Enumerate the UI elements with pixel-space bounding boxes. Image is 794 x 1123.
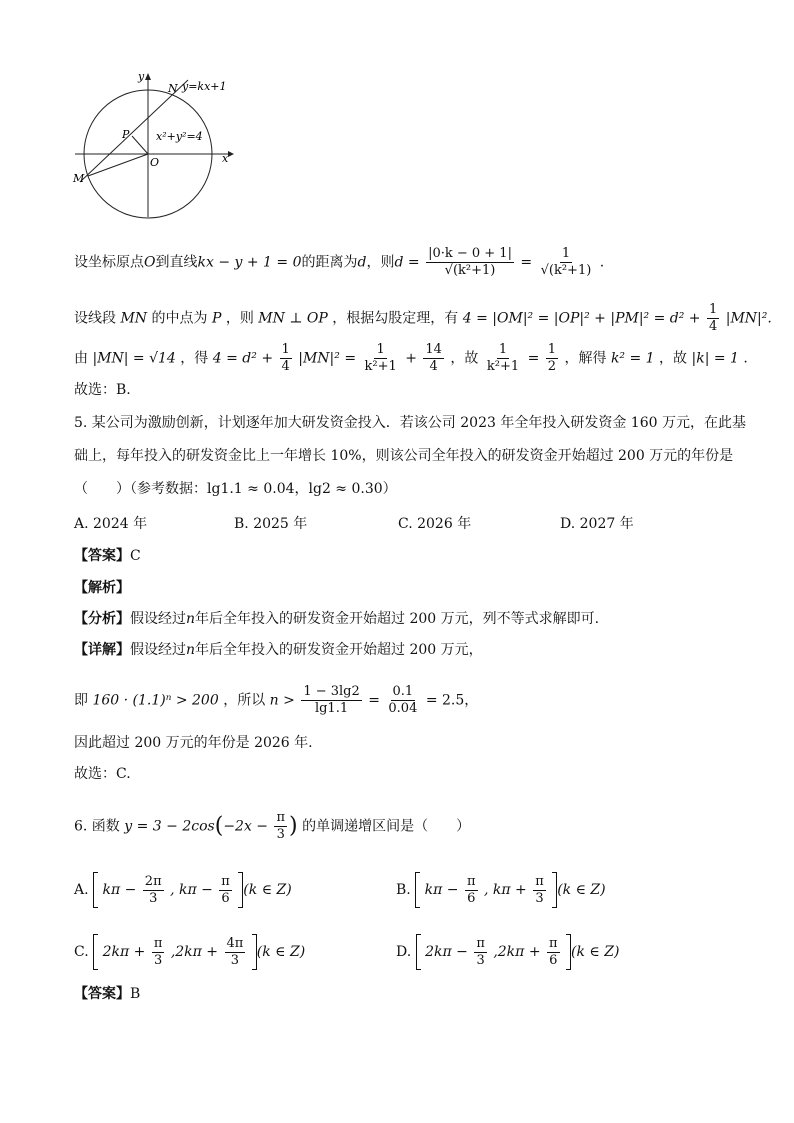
q6-option-c: C. 2kπ + $\frac{\pi}{3}$ ,2kπ + $\frac{4\pi}{3}$ (k ∈ Z) (74, 934, 305, 970)
q5-line3: （ ）（参考数据：lg1.1 ≈ 0.04，lg2 ≈ 0.30） (74, 481, 397, 497)
q6-option-a: A. kπ − $\frac{2\pi}{3}$ , kπ − $\frac{\pi}{6}$ (k ∈ Z) (74, 872, 292, 908)
math: −2x − (223, 818, 269, 835)
q5-line1: 5. 某公司为激励创新，计划逐年加大研发资金投入．若该公司 2023 年全年投入研发资金 160 万元，在此基 (74, 415, 746, 431)
math: n > (269, 692, 295, 709)
math: P (211, 310, 222, 327)
y-label: y (138, 70, 145, 83)
paren-left: ( (214, 813, 224, 839)
q6-answer (74, 984, 140, 1004)
math: MN (120, 310, 148, 327)
text: 设线段 (74, 310, 116, 327)
text: ，则 (225, 310, 254, 327)
q5-analysis-tag: 【解析】 (74, 580, 130, 596)
math: n (186, 642, 196, 658)
math: y = 3 − 2cos (124, 818, 215, 835)
math: 4 = |OM|² = |OP|² + |PM|² = d² + (462, 310, 701, 327)
math: + (405, 350, 417, 367)
math: k² = 1 (610, 350, 655, 367)
fenxi-tag: 【分析】 (74, 611, 130, 627)
y-axis-arrow (145, 73, 151, 80)
math: O (144, 254, 156, 271)
math: 160 · (1.1)ⁿ > 200 (92, 692, 219, 709)
math: = (520, 254, 533, 271)
fraction: $\frac{1}{4}$ (709, 302, 718, 334)
q6-option-d: D. 2kπ − $\frac{\pi}{3}$ ,2kπ + $\frac{\pi}{6}$ (k ∈ Z) (396, 934, 619, 970)
origin-label: O (150, 156, 160, 169)
circle-line-figure (70, 70, 245, 220)
q6-stem (74, 810, 470, 843)
point-p-label: P (122, 128, 130, 141)
text: 假设经过 (130, 642, 186, 658)
fraction: $\frac{1 - 3\lg 2}{\lg 1.1}$ (303, 684, 360, 716)
math: n (186, 611, 196, 627)
solve-k-line (74, 342, 748, 375)
bracket-left (93, 934, 98, 970)
fraction: $\frac{\pi}{3}$ (276, 810, 286, 842)
segment-op (132, 136, 148, 154)
math: MN ⊥ OP (258, 310, 328, 327)
paren-right: ) (289, 813, 298, 839)
text: 的单调递增区间是（ ） (302, 818, 471, 835)
text: ，故 (659, 350, 688, 367)
answer-q4: 故选：B. (74, 382, 131, 398)
text: ，解得 (564, 350, 607, 367)
point-n-label: N (168, 82, 178, 95)
text: 年后全年投入的研发资金开始超过 200 万元， (195, 642, 483, 658)
fraction: $\frac{1}{\text{k²+1}}$ (486, 342, 520, 374)
text: 年后全年投入的研发资金开始超过 200 万元，列不等式求解即可. (195, 611, 600, 627)
q5-choose: 故选：C. (74, 766, 131, 782)
text: 由 (74, 350, 88, 367)
q5-fenxi (74, 609, 599, 629)
point-m-label: M (73, 172, 85, 185)
answer-value: C (130, 548, 141, 564)
fraction: $\frac{14}{4}$ (425, 342, 442, 374)
text: . (743, 350, 748, 367)
text: 的距离为 (301, 254, 358, 271)
fraction: $\frac{1}{\text{k²+1}}$ (364, 342, 397, 374)
q5-conclusion: 因此超过 200 万元的年份是 2026 年. (74, 735, 313, 751)
answer-tag: 【答案】 (74, 986, 130, 1002)
math: |MN|². (725, 310, 772, 327)
q5-answer (74, 546, 141, 566)
math: = (527, 350, 540, 367)
q5-option-d: D. 2027 年 (560, 516, 634, 532)
line-label: y=kx+1 (182, 80, 227, 93)
text: 即 (74, 692, 88, 709)
text: 到直线 (155, 254, 198, 271)
x-label: x (222, 152, 229, 165)
text: 设坐标原点 (74, 254, 144, 271)
distance-line (74, 246, 604, 279)
circle-label: x²+y²=4 (156, 130, 203, 143)
q5-detail (74, 640, 483, 660)
q5-calc (74, 684, 478, 717)
text: 6. 函数 (74, 818, 120, 835)
math: = (368, 692, 380, 709)
text: 的中点为 (151, 310, 208, 327)
x-axis-arrow (228, 151, 234, 157)
answer-value: B (130, 986, 141, 1002)
q5-option-a: A. 2024 年 (74, 516, 148, 532)
text: 假设经过 (130, 611, 186, 627)
text: ，得 (180, 350, 209, 367)
segment-om (88, 154, 148, 176)
q6-option-b: B. kπ − $\frac{\pi}{6}$ , kπ + $\frac{\pi}{3}$ (k ∈ Z) (396, 872, 606, 908)
math: d = (394, 254, 420, 271)
math: 4 = d² + (212, 350, 274, 367)
pythagoras-line (74, 302, 772, 335)
text: . (599, 254, 605, 271)
fraction: $\frac{1}{4}$ (281, 342, 290, 374)
math: |MN|² = (298, 350, 357, 367)
answer-tag: 【答案】 (74, 548, 130, 564)
math: |MN| = √14 (92, 350, 176, 367)
fraction: $\frac{0.1}{0.04}$ (388, 684, 418, 716)
fraction: $\frac{1}{2}$ (547, 342, 557, 374)
math: kx − y + 1 = 0 (197, 254, 302, 271)
bracket-left (93, 872, 98, 908)
bracket-left (415, 872, 420, 908)
q5-option-c: C. 2026 年 (398, 516, 472, 532)
math: d (357, 254, 367, 271)
text: ，故 (450, 350, 479, 367)
q5-line2: 础上，每年投入的研发资金比上一年增长 10%，则该公司全年投入的研发资金开始超过 200 万元的年份是 (74, 448, 734, 464)
math: |k| = 1 (691, 350, 739, 367)
text: ，则 (366, 254, 395, 271)
bracket-left (416, 934, 421, 970)
fraction: $\frac{1}{\text{√(k²+1)}}$ (540, 246, 592, 278)
detail-tag: 【详解】 (74, 642, 130, 658)
math: = 2.5， (425, 692, 479, 709)
text: ，根据勾股定理，有 (332, 310, 459, 327)
q5-option-b: B. 2025 年 (234, 516, 308, 532)
text: ，所以 (223, 692, 266, 709)
fraction: $\frac{|0\cdot k - 0 + 1|}{\text{√(k²+1)}}$ (428, 246, 512, 278)
